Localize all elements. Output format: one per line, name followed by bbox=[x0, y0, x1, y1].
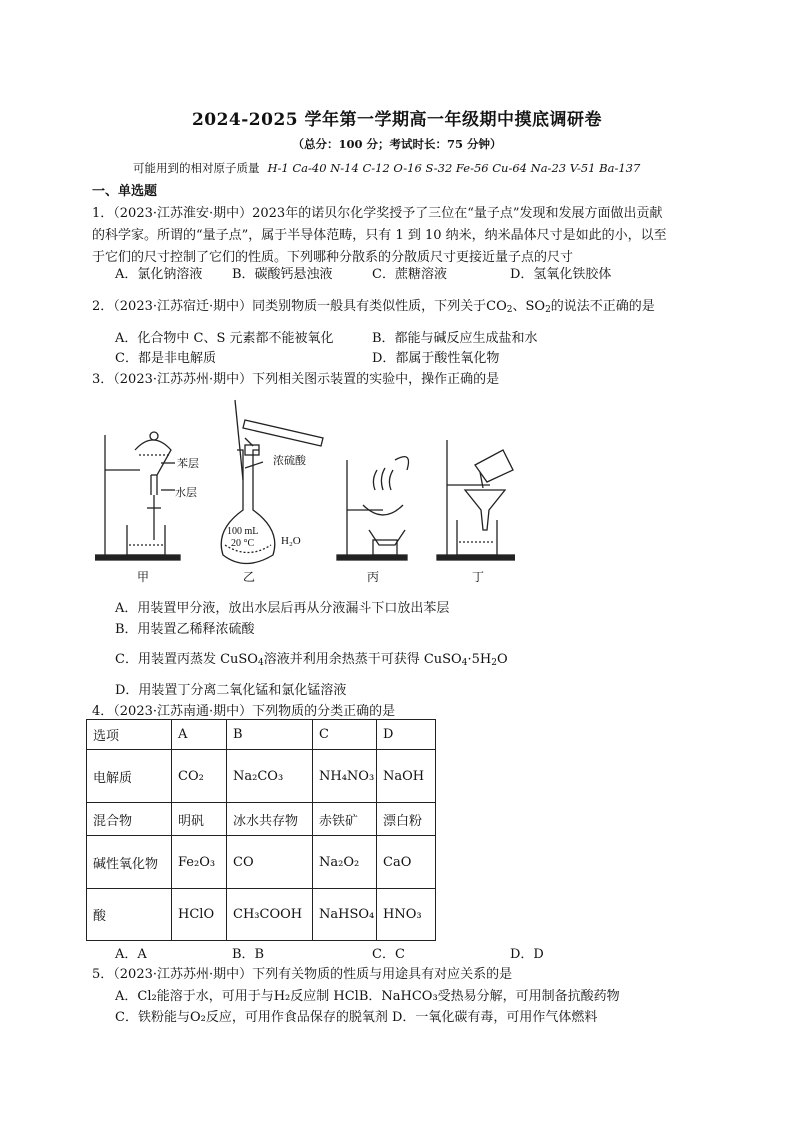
table-cell: CaO bbox=[377, 836, 436, 889]
q3-c-part-3: ·5H bbox=[467, 652, 492, 667]
q3-c-sub-4b: 4 bbox=[461, 658, 468, 668]
q1-option-a: A．氯化钠溶液 bbox=[115, 267, 203, 282]
q2-option-c: C．都是非电解质 bbox=[115, 351, 216, 366]
table-header-cell: A bbox=[172, 720, 227, 750]
table-cell: 冰水共存物 bbox=[227, 803, 313, 836]
figure-label-bing: 丙 bbox=[367, 570, 380, 584]
so2-formula: SO bbox=[525, 299, 546, 314]
q3-c-sub-2: 2 bbox=[491, 658, 497, 668]
q4-option-a: A．A bbox=[115, 947, 147, 962]
table-row bbox=[87, 836, 436, 889]
q1-line-2: 的科学家。所谓的“量子点”，属于半导体范畴，只有 1 到 10 纳米，纳米晶体尺寸是如此的小，以至 bbox=[92, 228, 667, 243]
table-cell: Fe₂O₃ bbox=[172, 836, 227, 889]
q1-option-d: D．氢氧化铁胶体 bbox=[510, 267, 612, 282]
q3-option-c bbox=[115, 648, 508, 668]
q2-option-b: B．都能与碱反应生成盐和水 bbox=[372, 331, 538, 346]
filtration-apparatus bbox=[437, 440, 515, 560]
exam-title: 2024-2025 学年第一学期高一年级期中摸底调研卷 bbox=[191, 110, 603, 130]
table-cell: 漂白粉 bbox=[377, 803, 436, 836]
table-cell: CO bbox=[227, 836, 313, 889]
q4-stem: 4．（2023·江苏南通·期中）下列物质的分类正确的是 bbox=[92, 704, 396, 719]
q5-options-ab: A．Cl₂能溶于水，可用于与H₂反应制 HClB．NaHCO₃受热易分解，可用制备抗酸药物 bbox=[115, 989, 620, 1004]
separatory-funnel-apparatus bbox=[95, 432, 180, 560]
table-header-cell: D bbox=[377, 720, 436, 750]
table-cell: HNO₃ bbox=[377, 889, 436, 941]
q2-stem-end: 的说法不正确的是 bbox=[550, 299, 655, 314]
flask-volume-label: 100 mL bbox=[227, 526, 259, 537]
lab-apparatus-figure bbox=[95, 390, 515, 590]
classification-table bbox=[86, 719, 436, 941]
conc-acid-label: 浓硫酸 bbox=[273, 455, 306, 467]
table-cell: HClO bbox=[172, 889, 227, 941]
q1-line-1: 1．（2023·江苏淮安·期中）2023年的诺贝尔化学奖授予了三位在“量子点”发现和发展方面做出贡献 bbox=[92, 206, 663, 221]
q4-option-d: D．D bbox=[510, 947, 544, 962]
water-layer-label: 水层 bbox=[175, 487, 197, 499]
flask-temp-label: 20 °C bbox=[231, 538, 255, 549]
table-header-cell: 选项 bbox=[87, 720, 172, 750]
q3-c-part-2: 溶液并利用余热蒸干可获得 CuSO bbox=[263, 652, 462, 667]
table-cell: Na₂O₂ bbox=[313, 836, 377, 889]
figure-label-jia: 甲 bbox=[137, 570, 150, 584]
q5-stem: 5．（2023·江苏苏州·期中）下列有关物质的性质与用途具有对应关系的是 bbox=[92, 967, 513, 982]
table-header-cell: C bbox=[313, 720, 377, 750]
atomic-masses-label: 可能用到的相对原子质量 bbox=[133, 161, 260, 175]
table-header-row bbox=[87, 720, 436, 750]
q3-stem: 3．（2023·江苏苏州·期中）下列相关图示装置的实验中，操作正确的是 bbox=[92, 372, 500, 387]
q1-line-3: 于它们的尺寸控制了它们的性质。下列哪种分散系的分散质尺寸更接近量子点的尺寸 bbox=[92, 250, 574, 265]
table-header-cell: B bbox=[227, 720, 313, 750]
q2-option-a: A．化合物中 C、S 元素都不能被氧化 bbox=[115, 331, 334, 346]
exam-subtitle: （总分：100 分；考试时长：75 分钟） bbox=[292, 137, 502, 151]
row-label: 混合物 bbox=[87, 803, 172, 836]
row-label: 碱性氧化物 bbox=[87, 836, 172, 889]
figure-label-yi: 乙 bbox=[243, 570, 256, 584]
q4-option-c: C．C bbox=[372, 947, 405, 962]
q3-c-sub-4a: 4 bbox=[257, 658, 264, 668]
table-cell: CH₃COOH bbox=[227, 889, 313, 941]
atomic-masses bbox=[133, 160, 640, 176]
q4-option-b: B．B bbox=[232, 947, 265, 962]
table-row bbox=[87, 750, 436, 803]
water-formula-label: H₂O bbox=[281, 535, 301, 547]
q3-option-d: D．用装置丁分离二氧化锰和氯化锰溶液 bbox=[115, 683, 347, 698]
atomic-masses-values: H-1 Ca-40 N-14 C-12 O-16 S-32 Fe-56 Cu-64 Na-23 V-51 Ba-137 bbox=[267, 161, 641, 175]
evaporation-apparatus bbox=[337, 457, 409, 560]
table-cell: NH₄NO₃ bbox=[313, 750, 377, 803]
q3-c-part-4: O bbox=[496, 652, 508, 667]
q3-option-a: A．用装置甲分液，放出水层后再从分液漏斗下口放出苯层 bbox=[115, 601, 450, 616]
table-cell: 赤铁矿 bbox=[313, 803, 377, 836]
q3-c-part-1: C．用装置丙蒸发 CuSO bbox=[115, 652, 258, 667]
co2-formula: CO bbox=[486, 299, 507, 314]
q2-separator: 、 bbox=[512, 299, 526, 314]
co2-subscript: 2 bbox=[506, 305, 513, 315]
q2-option-d: D．都属于酸性氧化物 bbox=[372, 351, 500, 366]
figure-label-ding: 丁 bbox=[472, 570, 485, 584]
row-label: 电解质 bbox=[87, 750, 172, 803]
q5-options-cd: C．铁粉能与O₂反应，可用作食品保存的脱氧剂 D．一氧化碳有毒，可用作气体燃料 bbox=[115, 1010, 598, 1025]
table-cell: NaOH bbox=[377, 750, 436, 803]
row-label: 酸 bbox=[87, 889, 172, 941]
benzene-layer-label: 苯层 bbox=[177, 458, 199, 470]
table-cell: NaHSO₄ bbox=[313, 889, 377, 941]
table-cell: 明矾 bbox=[172, 803, 227, 836]
table-cell: Na₂CO₃ bbox=[227, 750, 313, 803]
q2-stem bbox=[92, 295, 655, 315]
q2-stem-start: 2．（2023·江苏宿迁·期中）同类别物质一般具有类似性质，下列关于 bbox=[92, 299, 487, 314]
table-cell: CO₂ bbox=[172, 750, 227, 803]
section-heading: 一、单选题 bbox=[92, 184, 158, 199]
table-row bbox=[87, 803, 436, 836]
so2-subscript: 2 bbox=[545, 305, 551, 315]
table-row bbox=[87, 889, 436, 941]
q1-option-c: C．蔗糖溶液 bbox=[372, 267, 447, 282]
q1-option-b: B．碳酸钙悬浊液 bbox=[232, 267, 333, 282]
q3-option-b: B．用装置乙稀释浓硫酸 bbox=[115, 622, 255, 637]
